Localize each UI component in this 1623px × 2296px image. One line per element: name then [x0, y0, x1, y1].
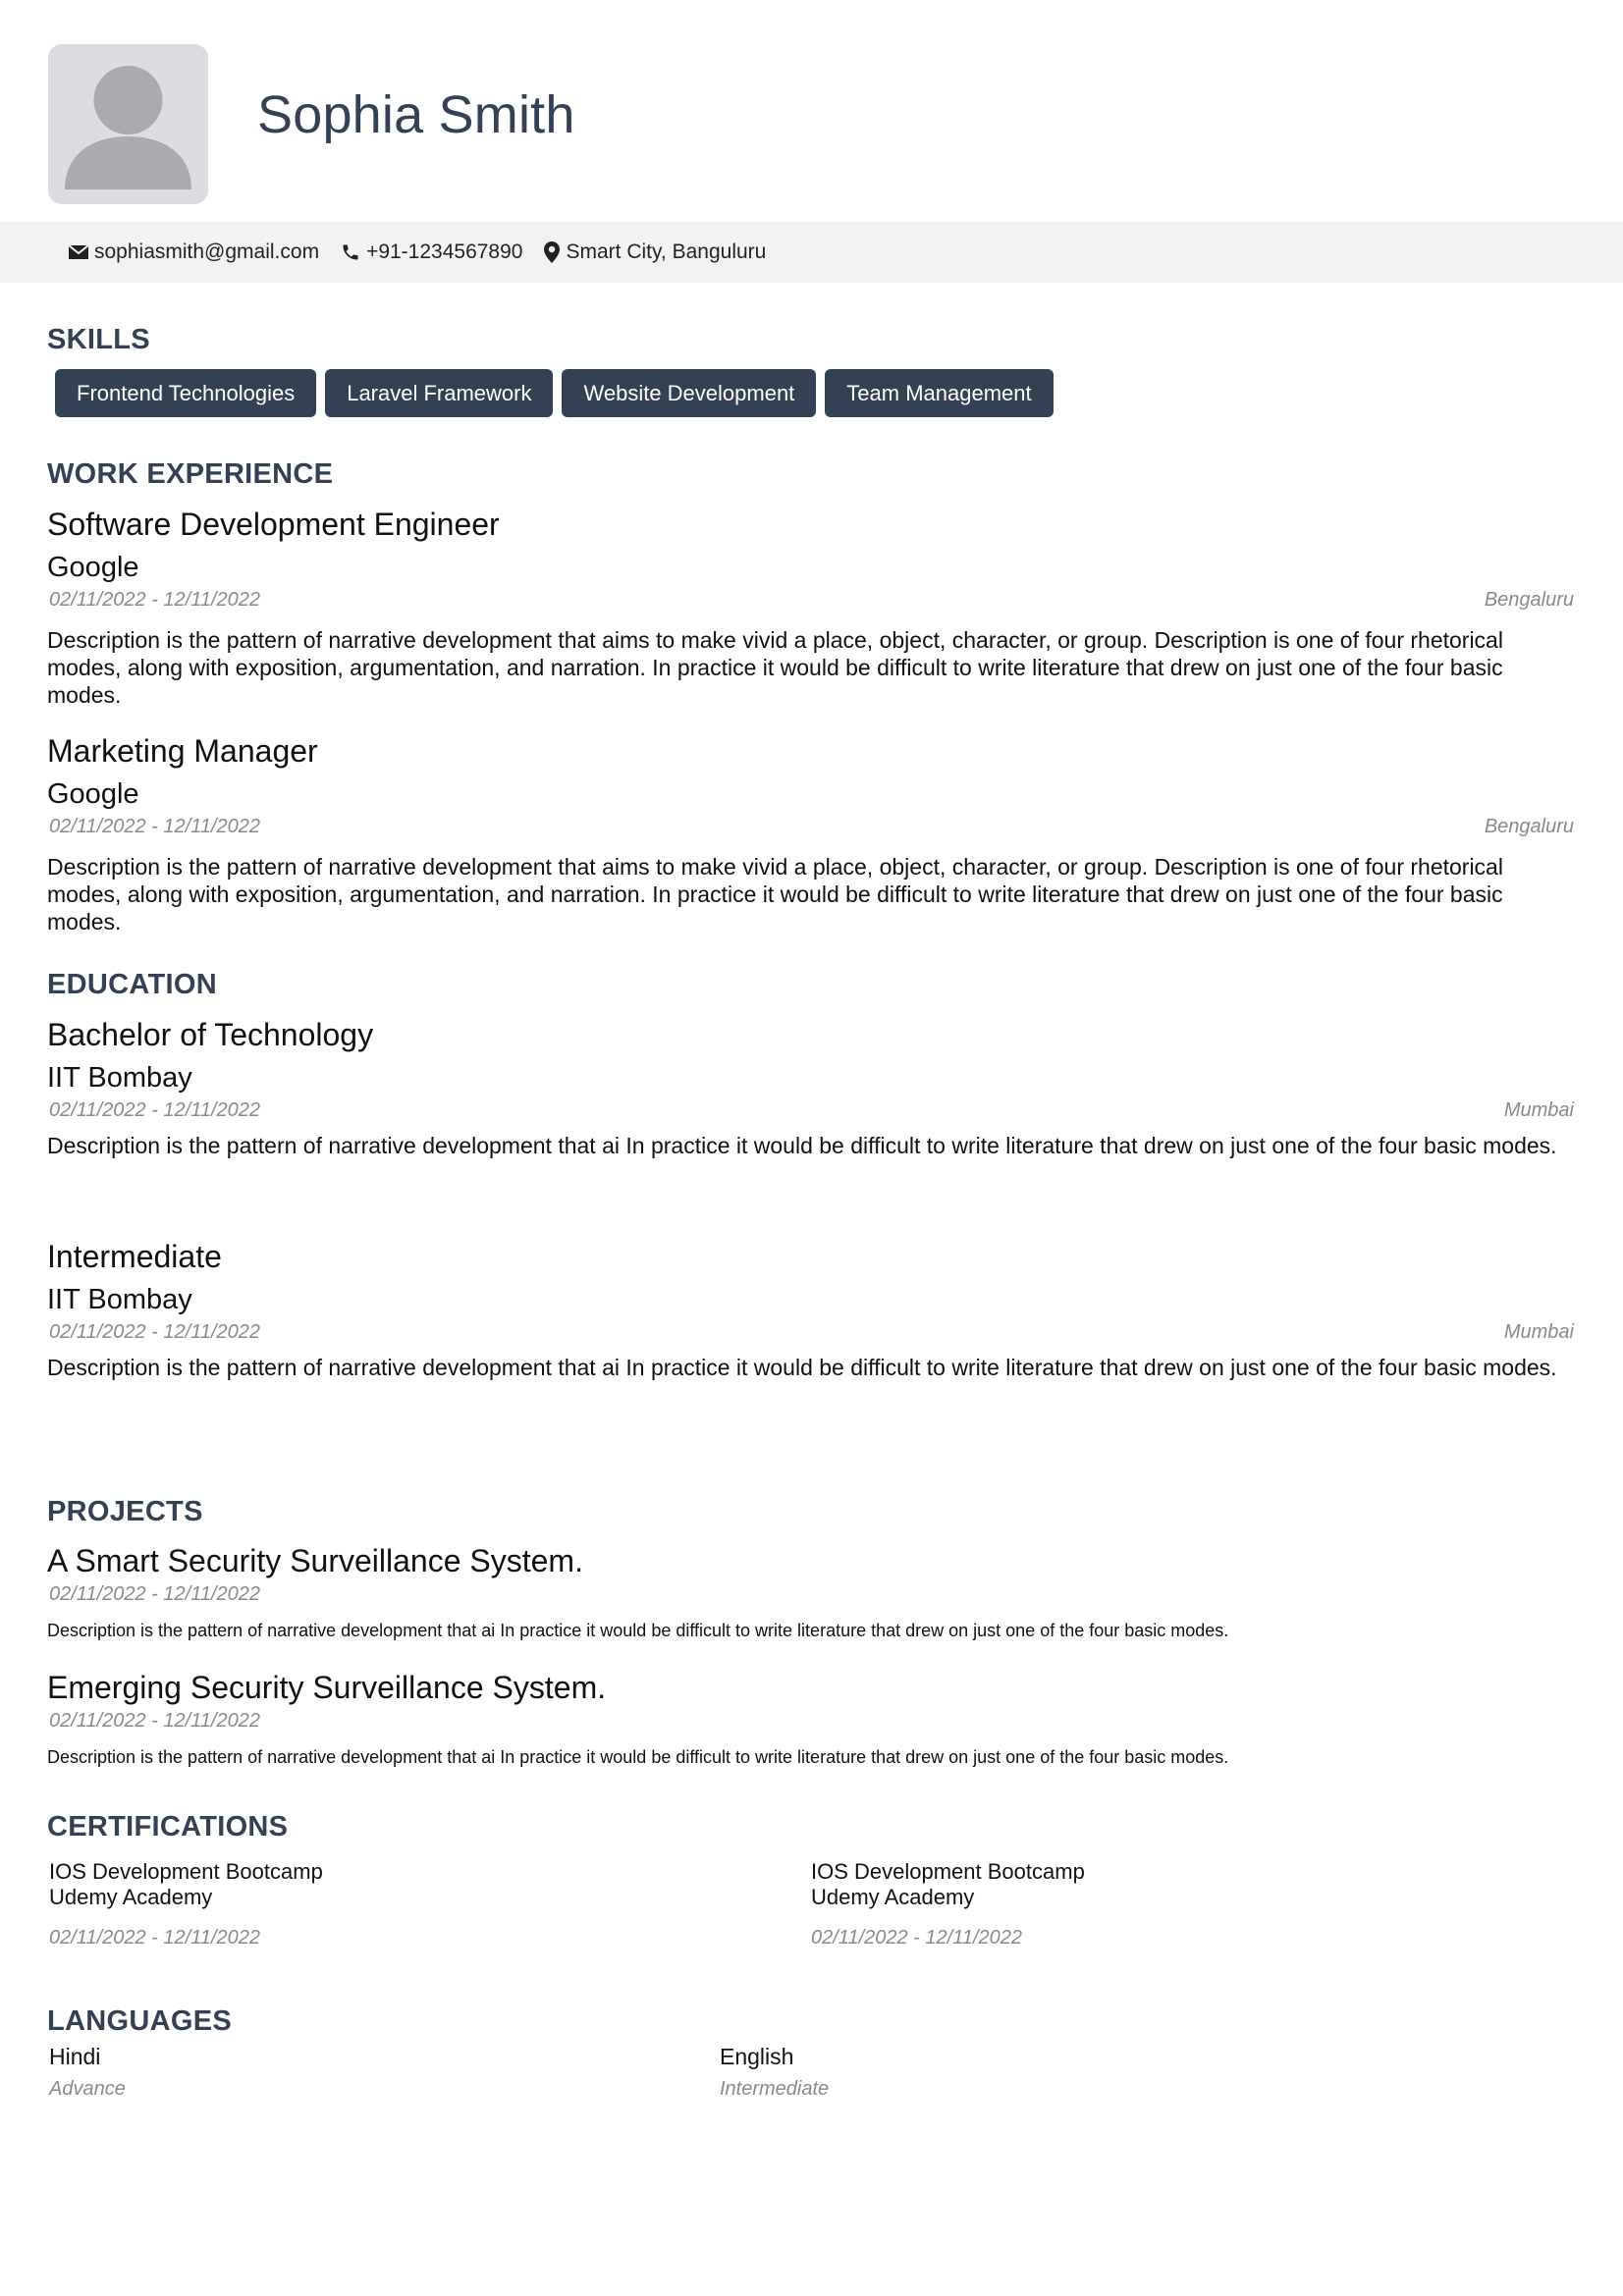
phone-icon [341, 242, 360, 262]
job-location: Bengaluru [1484, 589, 1574, 611]
skill-tag: Frontend Technologies [55, 369, 316, 417]
email-text: sophiasmith@gmail.com [94, 240, 320, 263]
contact-location [544, 240, 766, 264]
company-name: Google [47, 778, 139, 810]
company-name: Google [47, 552, 139, 583]
project-dates: 02/11/2022 - 12/11/2022 [49, 1583, 260, 1605]
degree-title: Intermediate [47, 1239, 222, 1274]
languages-heading: LANGUAGES [47, 2005, 232, 2037]
language-level: Advance [49, 2078, 126, 2100]
project-description: Description is the pattern of narrative development that ai In practice it would be difficult to write literature that drew on just one of the four basic modes. [47, 1621, 1229, 1640]
skills-heading: SKILLS [47, 324, 150, 355]
language-level: Intermediate [720, 2078, 830, 2100]
education-heading: EDUCATION [47, 969, 217, 1000]
certification-dates: 02/11/2022 - 12/11/2022 [811, 1927, 1022, 1949]
certification-name: IOS Development Bootcamp [811, 1859, 1085, 1884]
skill-tag: Website Development [562, 369, 816, 417]
job-title: Software Development Engineer [47, 507, 500, 542]
degree-title: Bachelor of Technology [47, 1017, 374, 1052]
education-location: Mumbai [1503, 1321, 1574, 1343]
project-title: Emerging Security Surveillance System. [47, 1670, 607, 1705]
education-dates: 02/11/2022 - 12/11/2022 [49, 1321, 260, 1343]
education-location: Mumbai [1503, 1099, 1574, 1121]
education-description: Description is the pattern of narrative development that ai In practice it would be difficult to write literature that drew on just one of the four basic modes. [47, 1133, 1557, 1158]
certification-name: IOS Development Bootcamp [49, 1859, 323, 1884]
contact-bar [0, 222, 1623, 283]
job-location: Bengaluru [1484, 816, 1574, 837]
contact-phone[interactable] [341, 240, 522, 264]
project-title: A Smart Security Surveillance System. [47, 1543, 583, 1578]
language-name: English [720, 2044, 794, 2069]
certification-issuer: Udemy Academy [49, 1885, 213, 1909]
map-pin-icon [544, 241, 560, 263]
job-dates: 02/11/2022 - 12/11/2022 [49, 816, 260, 837]
avatar [48, 44, 208, 204]
language-name: Hindi [49, 2044, 101, 2069]
school-name: IIT Bombay [47, 1284, 192, 1315]
skill-tag: Team Management [825, 369, 1053, 417]
phone-text: +91-1234567890 [366, 240, 523, 263]
certification-issuer: Udemy Academy [811, 1885, 975, 1909]
school-name: IIT Bombay [47, 1062, 192, 1094]
education-dates: 02/11/2022 - 12/11/2022 [49, 1099, 260, 1121]
location-text: Smart City, Banguluru [566, 240, 767, 263]
job-title: Marketing Manager [47, 733, 318, 769]
candidate-name: Sophia Smith [257, 85, 575, 144]
user-silhouette-icon [48, 44, 208, 204]
certifications-heading: CERTIFICATIONS [47, 1811, 289, 1842]
project-dates: 02/11/2022 - 12/11/2022 [49, 1710, 260, 1732]
job-dates: 02/11/2022 - 12/11/2022 [49, 589, 260, 611]
envelope-icon [69, 244, 88, 260]
project-description: Description is the pattern of narrative development that ai In practice it would be difficult to write literature that drew on just one of the four basic modes. [47, 1747, 1229, 1767]
certification-dates: 02/11/2022 - 12/11/2022 [49, 1927, 260, 1949]
education-description: Description is the pattern of narrative development that ai In practice it would be difficult to write literature that drew on just one of the four basic modes. [47, 1355, 1557, 1380]
resume-header [0, 0, 1623, 222]
skill-tag: Laravel Framework [325, 369, 553, 417]
work-experience-heading: WORK EXPERIENCE [47, 458, 334, 490]
job-description: Description is the pattern of narrative development that aims to make vivid a place, object, character, or group. Description is one of four rhetorical modes, along with exposition, argumentation, and narration. In practice it would be difficult to write literature that drew on just one of the four basic modes. [47, 854, 1503, 934]
contact-email[interactable] [69, 240, 319, 264]
projects-heading: PROJECTS [47, 1496, 203, 1527]
job-description: Description is the pattern of narrative development that aims to make vivid a place, object, character, or group. Description is one of four rhetorical modes, along with exposition, argumentation, and narration. In practice it would be difficult to write literature that drew on just one of the four basic modes. [47, 627, 1503, 708]
skills-list [55, 369, 1062, 417]
